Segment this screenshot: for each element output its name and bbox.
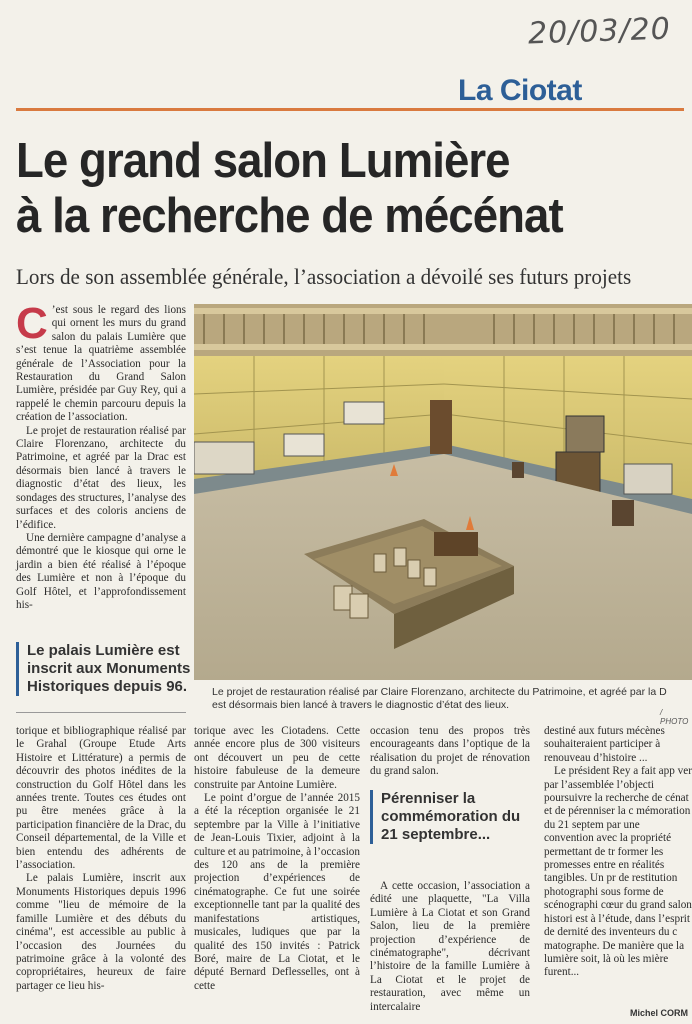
photo-caption <box>212 686 692 712</box>
handwritten-date: 20/03/20 <box>527 11 672 52</box>
paragraph: C ’est sous le regard des lions qui ornent les murs du grand salon du palais Lumière que s’est tenue la quatrième assemblée générale de l’Association pour la Restauration du Grand Salon Lumière, présidée par Guy Rey, qui a rappelé le chemin parcouru depuis la création de l’association. <box>16 299 186 424</box>
column-2 <box>194 725 360 993</box>
pull-quote: Le palais Lumière est inscrit aux Monuments Historiques depuis 96. <box>16 642 197 696</box>
caption-line-1: Le projet de restauration réalisé par Claire Florenzano, architecte du Patrimoine, et agréé par la D <box>212 686 667 698</box>
paragraph: torique et bibliographique réalisé par le Grahal (Groupe Etude Arts Histoire et Littérature) a permis de découvrir des photos inédites de la construction du Golf Hôtel dans les années trente. Toutes ces études ont pu être menées grâce à la participation financière de la Drac, du Conseil départemental, de la Ville et bien entendu des adhérents de l’association. <box>16 725 186 872</box>
paragraph: A cette occasion, l’association a édité une plaquette, "La Villa Lumière à La Ciotat et son Grand Salon, lieu de la première projection d’expérience de cinématographe", décrivant l’histoire de la famille Lumière à La Ciotat et le projet de restauration, avec même un intercalaire <box>370 880 530 1013</box>
paragraph: Une dernière campagne d’analyse a démontré que le kiosque qui orne le jardin a bien été réalisé à l’époque des Lumière et non à l’époque du Golf Hôtel, et l’approfondissement his- <box>16 531 186 611</box>
column-1-bottom <box>16 725 186 993</box>
photo-illustration <box>194 304 692 680</box>
column-3-bottom <box>370 880 530 1014</box>
paragraph: torique avec les Ciotadens. Cette année encore plus de 300 visiteurs ont découvert un peu de cette histoire fabuleuse de la demeure construite par Antoine Lumière. <box>194 725 360 791</box>
section-rule <box>16 108 684 111</box>
paragraph: occasion tenu des propos très encourageants dans l’optique de la réalisation du projet de rénovation du grand salon. <box>370 725 530 778</box>
paragraph: Le projet de restauration réalisé par Claire Florenzano, architecte du Patrimoine, et agréé par la Drac est désormais bien lancé à travers le diagnostic d’état des lieux, les sondages des structures, l’analyse des surfaces et des coloris anciens de l’édifice. <box>16 424 186 531</box>
dropcap: C <box>16 299 48 348</box>
paragraph: destiné aux futurs mécènes souhaiteraient participer à renouveau d’histoire ... <box>544 725 665 764</box>
column-1-top <box>16 299 186 612</box>
section-title: La Ciotat <box>458 74 582 107</box>
paragraph: Le palais Lumière, inscrit aux Monuments Historiques depuis 1996 comme "lieu de mémoire de la famille Lumière et des débuts du cinéma", est accessible au public à l’occasion des Journées du patrimoine grâce à la volonté des copropriétaires, heureux de faire partager ce lieu his- <box>16 872 186 992</box>
column-3-top <box>370 725 530 779</box>
pull-quote: Pérenniser la commémoration du 21 septembre... <box>370 790 531 844</box>
deck: Lors de son assemblée générale, l’association a dévoilé ses futurs projets <box>16 264 632 289</box>
headline-line-1: Le grand salon Lumière <box>16 134 510 188</box>
paragraph: Le président Rey a fait app ver par l’assemblée l’objecti poursuivre la recherche de cénat et de pérenniser la c mémoration du 21 septem par une convention avec la propriété permettant de tr former les promesses entre en réalités tangibles. Un pr de restitution photographi sous forme de scénographi cœur du grand salon histori est à l’étude, dans l’esprit de dernité des inventeurs du c matographe. De manière que la lumière soit, là où les mière furent... <box>544 765 692 979</box>
headline <box>16 134 645 244</box>
byline: Michel CORM <box>630 1008 689 1018</box>
hall-photo <box>194 304 692 680</box>
caption-line-2: est désormais bien lancé à travers le diagnostic d’état des lieux. <box>212 699 510 711</box>
headline-line-2: à la recherche de mécénat <box>16 189 563 243</box>
divider <box>16 712 186 713</box>
paragraph: Le point d’orgue de l’année 2015 a été la réception organisée le 21 septembre par la Ville à l’initiative de Jean-Louis Tixier, adjoint à la culture et au patrimoine, à l’occasion des 120 ans de la première projection d’expériences de cinématographe. Ce fut une soirée exceptionnelle tant par la qualité des manifestations artistiques, musicales, ludiques que par la qualité des 150 invités : Patrick Boré, maire de La Ciotat, et le député Bernard Deflesselles, ont à cette <box>194 792 360 992</box>
column-4 <box>544 725 692 1007</box>
photo-credit: / PHOTO <box>660 708 689 726</box>
